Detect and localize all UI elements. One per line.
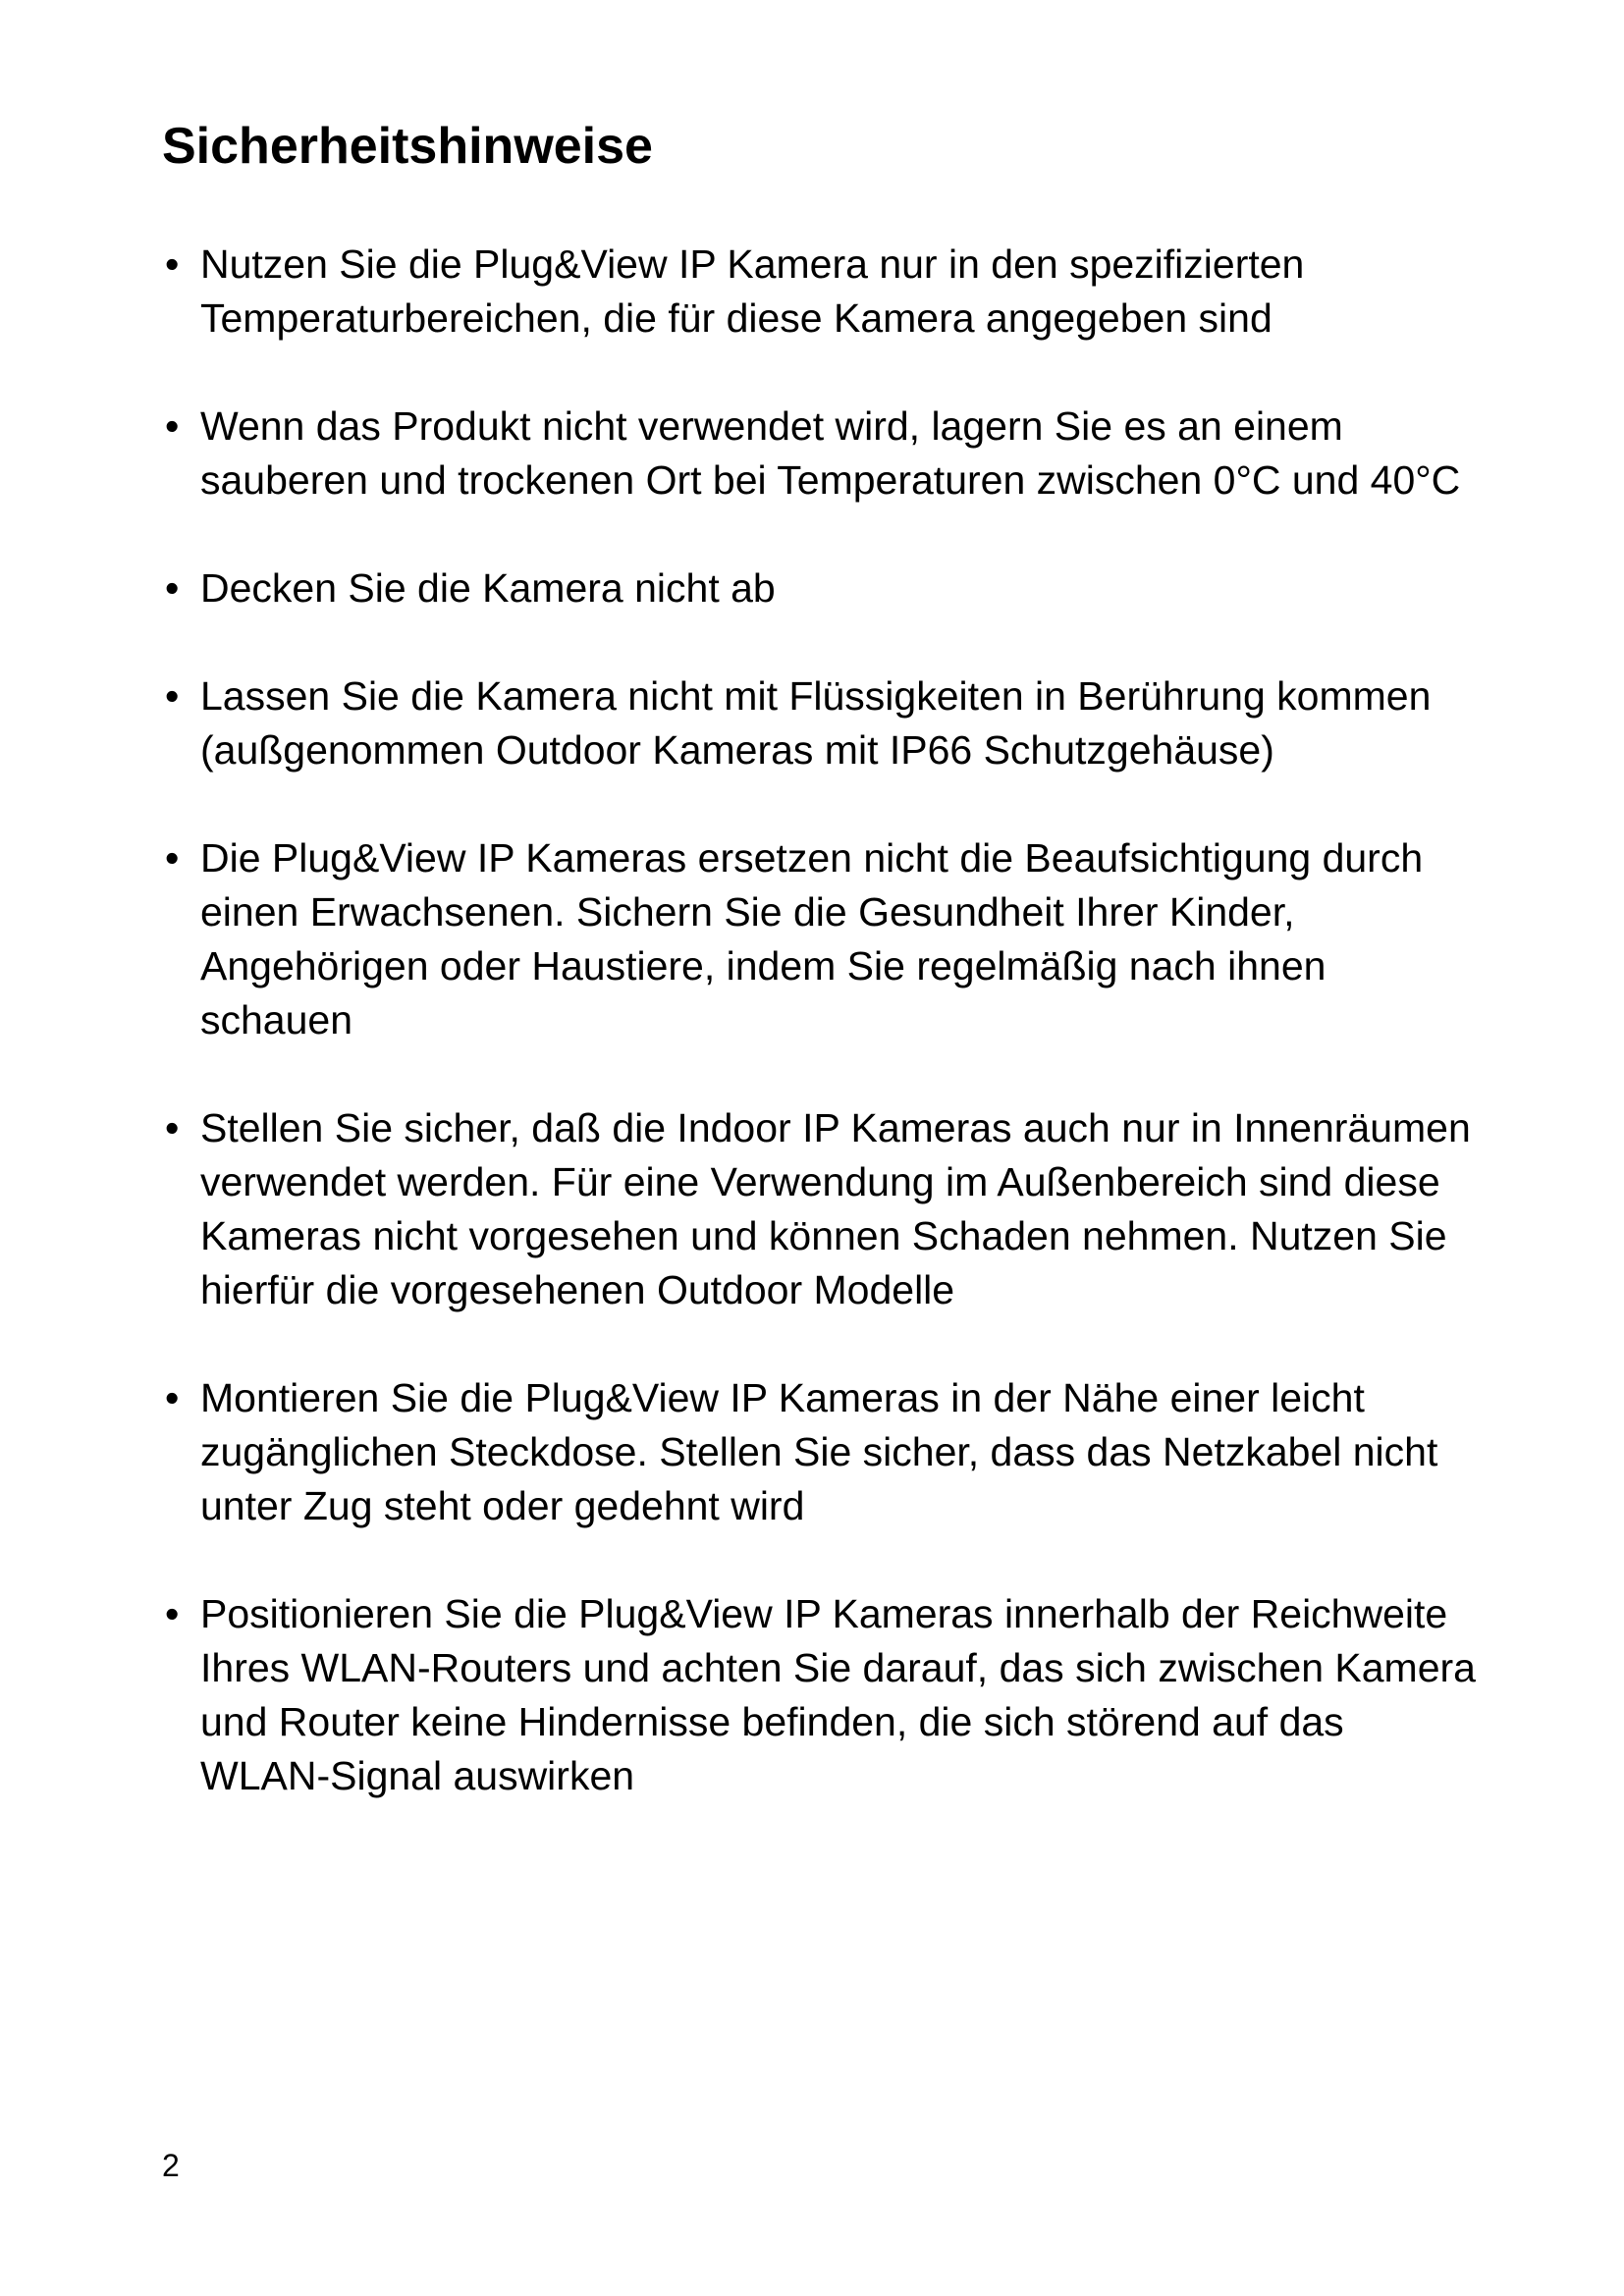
list-item	[157, 400, 1483, 507]
safety-notes-list	[157, 238, 1483, 1857]
page-title: Sicherheitshinweise	[162, 118, 653, 175]
list-item	[157, 1101, 1483, 1317]
list-item-text: Stellen Sie sicher, daß die Indoor IP Kameras auch nur in Innenräumen verwendet werden. Für eine Verwendung im Außenbereich sind diese Kameras nicht vorgesehen und können Schaden nehmen. Nutzen Sie hierfür die vorgesehenen Outdoor Modelle	[200, 1105, 1471, 1312]
page-number: 2	[162, 2148, 180, 2183]
list-item	[157, 831, 1483, 1047]
list-item-text: Nutzen Sie die Plug&View IP Kamera nur in den spezifizierten Temperaturbereichen, die für diese Kamera angegeben sind	[200, 241, 1305, 341]
bullet-icon: •	[165, 565, 180, 611]
list-item-text: Wenn das Produkt nicht verwendet wird, lagern Sie es an einem sauberen und trockenen Ort bei Temperaturen zwischen 0°C und 40°C	[200, 403, 1461, 503]
bullet-icon: •	[165, 1591, 180, 1636]
list-item	[157, 238, 1483, 346]
bullet-icon: •	[165, 241, 180, 287]
list-item	[157, 561, 1483, 615]
list-item	[157, 1587, 1483, 1803]
list-item	[157, 669, 1483, 777]
list-item	[157, 1371, 1483, 1533]
bullet-icon: •	[165, 835, 180, 881]
list-item-text: Lassen Sie die Kamera nicht mit Flüssigkeiten in Berührung kommen (außgenommen Outdoor Kameras mit IP66 Schutzgehäuse)	[200, 673, 1432, 773]
list-item-text: Montieren Sie die Plug&View IP Kameras in der Nähe einer leicht zugänglichen Steckdose. Stellen Sie sicher, dass das Netzkabel nicht unter Zug steht oder gedehnt wird	[200, 1375, 1438, 1528]
list-item-text: Die Plug&View IP Kameras ersetzen nicht die Beaufsichtigung durch einen Erwachsenen. Sichern Sie die Gesundheit Ihrer Kinder, Angehörigen oder Haustiere, indem Sie regelmäßig nach ihnen schauen	[200, 835, 1424, 1042]
bullet-icon: •	[165, 1105, 180, 1150]
bullet-icon: •	[165, 673, 180, 719]
list-item-text: Positionieren Sie die Plug&View IP Kameras innerhalb der Reichweite Ihres WLAN-Routers und achten Sie darauf, das sich zwischen Kamera und Router keine Hindernisse befinden, die sich störend auf das WLAN-Signal auswirken	[200, 1591, 1476, 1798]
bullet-icon: •	[165, 403, 180, 449]
list-item-text: Decken Sie die Kamera nicht ab	[200, 565, 776, 611]
bullet-icon: •	[165, 1375, 180, 1420]
